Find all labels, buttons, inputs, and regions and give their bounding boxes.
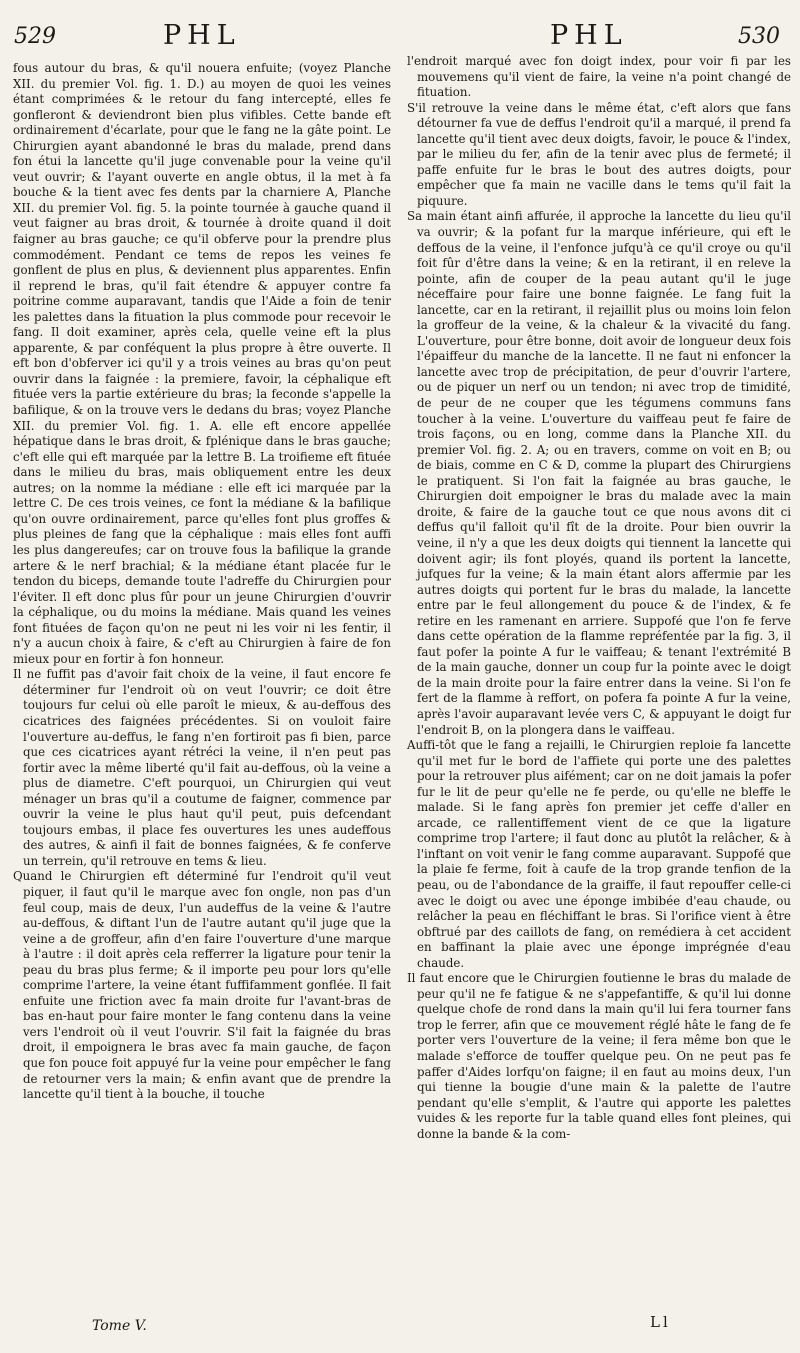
left-running-head: PHL bbox=[163, 20, 241, 51]
volume-mark: Tome V. bbox=[92, 1318, 147, 1334]
left-text-column bbox=[13, 61, 391, 1103]
right-paragraph-4: Auffi-tôt que le fang a rejailli, le Chirurgien reploie fa lancette qu'il met fur le bord de l'affiete qui porte une des palettes pour la retrouver plus aifément; car on ne doit jamais la pofer fur le lit de peur qu'elle ne fe perde, ou qu'elle ne bleffe le malade. Si le fang après fon premier jet ceffe d'aller en arcade, ce rallentiffement vient de ce que la ligature comprime trop l'artere; il faut donc au plutôt la relâcher, & à l'inftant on voit venir le fang comme auparavant. Suppofé que la plaie fe ferme, foit à caufe de la trop grande tenfion de la peau, ou de l'abondance de la graiffe, il faut repouffer celle-ci avec le doigt ou avec une éponge imbibée d'eau chaude, ou relâcher la peau en fléchiffant le bras. Si l'orifice vient à être obftrué par des caillots de fang, on remédiera à cet accident en baffinant la plaie avec une éponge imprégnée d'eau chaude. bbox=[407, 738, 791, 970]
signature-mark: Ll bbox=[650, 1313, 671, 1331]
left-page-number: 529 bbox=[14, 24, 56, 49]
right-paragraph-3: Sa main étant ainfi affurée, il approche la lancette du lieu qu'il va ouvrir; & la pofant fur la marque inférieure, qui eft le deffous de la veine, il l'enfonce jufqu'à ce qu'il croye ou qu'il foit fûr d'être dans la veine; & en la retirant, il en releve la pointe, afin de couper de la peau autant qu'il le juge néceffaire pour faire une bonne faignée. Le fang fuit la lancette, car en la retirant, il rejaillit plus ou moins loin felon la groffeur de la veine, & la chaleur & la vivacité du fang. L'ouverture, pour être bonne, doit avoir de longueur deux fois l'épaiffeur du manche de la lancette. Il ne faut ni enfoncer la lancette avec trop de précipitation, de peur d'ouvrir l'artere, ou de piquer un nerf ou un tendon; ni avec trop de timidité, de peur de ne couper que les tégumens communs fans toucher à la veine. L'ouverture du vaiffeau peut fe faire de trois façons, ou en long, comme dans la Planche XII. du premier Vol. fig. 2. A; ou en travers, comme on voit en B; ou de biais, comme en C & D, comme la plupart des Chirurgiens le pratiquent. Si l'on fait la faignée au bras gauche, le Chirurgien doit empoigner le bras du malade avec la main droite, & faire de la gauche tout ce que nous avons dit ci deffus qu'il falloit qu'il fît de la droite. Pour bien ouvrir la veine, il n'y a que les deux doigts qui tiennent la lancette qui doivent agir; ils font ployés, quand ils portent la lancette, jufques fur la veine; & la main étant alors affermie par les autres doigts qui portent fur le bras du malade, la lancette entre par le feul allongement du pouce & de l'index, & fe retire en les ramenant en arriere. Suppofé que l'on fe ferve dans cette opération de la flamme repréfentée par la fig. 3, il faut pofer la pointe A fur le vaiffeau; & tenant l'extrémité B de la main gauche, donner un coup fur la pointe avec le doigt de la main droite pour la faire entrer dans la veine. Si l'on fe fert de la flamme à reffort, on pofera fa pointe A fur la veine, après l'avoir auparavant levée vers C, & appuyant le doigt fur l'endroit B, on la plongera dans le vaiffeau. bbox=[407, 209, 791, 737]
left-paragraph-3: Quand le Chirurgien eft déterminé fur l'endroit qu'il veut piquer, il faut qu'il le marque avec fon ongle, non pas d'un feul coup, mais de deux, l'un audeffus de la veine & l'autre au-deffous, & diftant l'un de l'autre autant qu'il juge que la veine a de groffeur, afin d'en faire l'ouverture d'une marque à l'autre : il doit après cela refferrer la ligature pour tenir la peau du bras plus ferme; & il importe peu pour lors qu'elle comprime l'artere, la veine étant fuffifamment gonflée. Il fait enfuite une friction avec fa main droite fur l'avant-bras de bas en-haut pour faire monter le fang contenu dans la veine vers l'endroit où il veut l'ouvrir. S'il fait la faignée du bras droit, il empoignera le bras avec fa main gauche, de façon que fon pouce foit appuyé fur la veine pour empêcher le fang de retourner vers la main; & enfin avant que de prendre la lancette qu'il tient à la bouche, il touche bbox=[13, 869, 391, 1102]
right-running-head: PHL bbox=[550, 20, 628, 51]
right-paragraph-5: Il faut encore que le Chirurgien foutienne le bras du malade de peur qu'il ne fe fatigue & ne s'appefantiffe, & qu'il lui donne quelque chofe de rond dans la main qu'il lui fera tourner fans trop le ferrer, afin que ce mouvement réglé hâte le fang de fe porter vers l'ouverture de la veine; il fera même bon que le malade s'efforce de touffer quelque peu. On ne peut pas fe paffer d'Aides lorfqu'on faigne; il en faut au moins deux, l'un qui tienne la bougie d'une main & la palette de l'autre pendant qu'elle s'emplit, & l'autre qui apporte les palettes vuides & les reporte fur la table quand elles font pleines, qui donne la bande & la com- bbox=[407, 971, 791, 1141]
right-text-column bbox=[407, 54, 791, 1142]
right-page-number: 530 bbox=[738, 24, 780, 49]
right-paragraph-1: l'endroit marqué avec fon doigt index, pour voir fi par les mouvemens qu'il vient de faire, la veine n'a point changé de fituation. bbox=[407, 54, 791, 100]
left-paragraph-1: fous autour du bras, & qu'il nouera enfuite; (voyez Planche XII. du premier Vol. fig. 1. D.) au moyen de quoi les veines étant comprimées & le retour du fang intercepté, elles fe gonfleront & deviendront bien plus vifibles. Cette bande eft ordinairement d'écarlate, pour que le fang ne la gâte point. Le Chirurgien ayant abandonné le bras du malade, prend dans fon étui la lancette qu'il juge convenable pour la veine qu'il veut ouvrir; & l'ayant ouverte en angle obtus, il la met à fa bouche & la tient avec fes dents par la charniere A, Planche XII. du premier Vol. fig. 5. la pointe tournée à gauche quand il veut faigner au bras droit, & tournée à droite quand il doit faigner au bras gauche; ce qu'il obferve pour la prendre plus commodément. Pendant ce tems de repos les veines fe gonflent de plus en plus, & deviennent plus apparentes. Enfin il reprend le bras, qu'il fait étendre & appuyer contre fa poitrine comme auparavant, tandis que l'Aide a foin de tenir les palettes dans la fituation la plus commode pour recevoir le fang. Il doit examiner, après cela, quelle veine eft la plus apparente, & par conféquent la plus propre à être ouverte. Il eft bon d'obferver ici qu'il y a trois veines au bras qu'on peut ouvrir dans la faignée : la premiere, favoir, la céphalique eft fituée vers la partie extérieure du bras; la feconde s'appelle la bafilique, & on la trouve vers le dedans du bras; voyez Planche XII. du premier Vol. fig. 1. A. elle eft encore appellée hépatique dans le bras droit, & fplénique dans le bras gauche; c'eft elle qui eft marquée par la lettre B. La troifieme eft fituée dans le milieu du bras, mais obliquement entre les deux autres; on la nomme la médiane : elle eft ici marquée par la lettre C. De ces trois veines, ce font la médiane & la bafilique qu'on ouvre ordinairement, parce qu'elles font plus groffes & plus pleines de fang que la céphalique : mais elles font auffi les plus dangereufes; car on trouve fous la bafilique la grande artere & le nerf brachial; & la médiane étant placée fur le tendon du biceps, demande toute l'adreffe du Chirurgien pour l'éviter. Il eft donc plus fûr pour un jeune Chirurgien d'ouvrir la céphalique, ou du moins la médiane. Mais quand les veines font fituées de façon qu'on ne peut ni les voir ni les fentir, il n'y a aucun choix à faire, & c'eft au Chirurgien à faire de fon mieux pour en fortir à fon honneur. bbox=[13, 61, 391, 666]
left-paragraph-2: Il ne fuffit pas d'avoir fait choix de la veine, il faut encore fe déterminer fur l'endroit où on veut l'ouvrir; ce doit être toujours fur celui où elle paroît le mieux, & au-deffous des cicatrices des faignées précédentes. Si on vouloit faire l'ouverture au-deffus, le fang n'en fortiroit pas fi bien, parce que ces cicatrices ayant rétréci la veine, il n'en peut pas fortir avec la même liberté qu'il fait au-deffous, où la veine a plus de diametre. C'eft pourquoi, un Chirurgien qui veut ménager un bras qu'il a coutume de faigner, commence par ouvrir la veine le plus haut qu'il peut, puis defcendant toujours embas, il place fes ouvertures les unes audeffous des autres, & ainfi il fait de bonnes faignées, & fe conferve un terrein, qu'il retrouve en tems & lieu. bbox=[13, 667, 391, 868]
right-paragraph-2: S'il retrouve la veine dans le même état, c'eft alors que fans détourner fa vue de deffus l'endroit qu'il a marqué, il prend fa lancette qu'il tient avec deux doigts, favoir, le pouce & l'index, par le milieu du fer, afin de la tenir avec plus de fermeté; il paffe enfuite fur le bras le bout des autres doigts, pour empêcher que fa main ne vacille dans le tems qu'il fait la piquure. bbox=[407, 100, 791, 208]
